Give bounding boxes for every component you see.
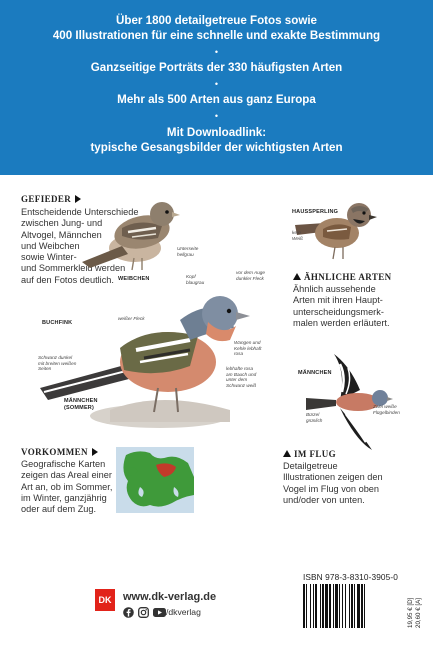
text-line: Detailgetreue: [283, 461, 338, 471]
note-line: am Bauch und: [226, 371, 257, 377]
barcode-bar: [361, 584, 363, 628]
species-label: BUCHFINK: [42, 320, 73, 326]
note-line: kein: [292, 230, 301, 235]
barcode-bar: [335, 584, 338, 628]
note-line: Flügelbinden: [373, 409, 400, 415]
range-map: [116, 447, 194, 513]
flight-caption: MÄNNCHEN: [298, 370, 332, 376]
note-schulter: weißer Fleck: [118, 316, 145, 321]
aehnliche-text: [293, 284, 390, 329]
note-line: vor dem Auge: [236, 270, 266, 275]
note-line: mit breiten weißen: [38, 360, 77, 366]
barcode-bar: [306, 584, 307, 628]
text-line: zeigen das Areal einer: [21, 470, 112, 481]
note-line: Bürzel: [306, 412, 320, 417]
hero-line-5: Mit Downloadlink:: [166, 126, 267, 139]
note-buerzel: [306, 412, 322, 423]
text-line: und/oder von unten.: [283, 494, 365, 505]
hero-line-3: Ganzseitige Porträts der 330 häufigsten Arten: [90, 61, 343, 74]
barcode-bar: [303, 584, 305, 628]
note-line: dunkler Fleck: [236, 275, 264, 281]
isbn-block: [303, 572, 421, 628]
barcode-bar: [329, 584, 331, 628]
note-fluegel: [373, 404, 400, 415]
barcode-bar: [342, 584, 343, 628]
hero-bullet: •: [214, 111, 219, 121]
barcode-bar: [351, 584, 353, 628]
vorkommen-text: [21, 459, 112, 515]
hero-line-2: 400 Illustrationen für eine schnelle und exakte Bestimmung: [52, 29, 381, 42]
barcode-bar: [357, 584, 360, 628]
hero-bullet: •: [214, 79, 219, 89]
note-line: Schwanz dunkel: [38, 355, 73, 360]
barcode-bar: [354, 584, 355, 628]
note-line: Wangen und: [234, 340, 261, 345]
hero-bullet: •: [214, 47, 219, 57]
barcode: [303, 584, 407, 628]
note-wangen: [234, 340, 261, 357]
hero-line-4: Mehr als 500 Arten aus ganz Europa: [117, 93, 316, 106]
triangle-right-icon: [92, 448, 98, 456]
note-line: blaugrau: [186, 279, 205, 285]
note-line: Schwanz weiß: [226, 382, 257, 388]
youtube-icon[interactable]: [153, 607, 166, 618]
note-line: Kopf: [186, 274, 196, 279]
sparrow-note: [292, 230, 303, 241]
text-line: sowie Winter-: [21, 252, 77, 263]
barcode-bar: [349, 584, 350, 628]
hero-line-1: Über 1800 detailgetreue Fotos sowie: [115, 14, 318, 27]
barcode-bar: [315, 584, 317, 628]
barcode-bar: [364, 584, 365, 628]
female-caption: WEIBCHEN: [118, 276, 150, 282]
barcode-bar: [339, 584, 340, 628]
text-line: Arten mit ihren Haupt-: [293, 295, 383, 306]
barcode-bar: [320, 584, 321, 628]
sparrow-caption: HAUSSPERLING: [292, 209, 339, 215]
female-chaffinch-image: [70, 188, 190, 278]
im-flug-text: [283, 461, 383, 506]
social-handle[interactable]: /dkverlag: [166, 607, 201, 617]
text-line: oder auf dem Zug.: [21, 504, 97, 515]
barcode-bar: [325, 584, 328, 628]
text-line: im Winter, ganzjährig: [21, 492, 107, 503]
text-line: und Sommerkleid werden: [21, 263, 126, 274]
hero-line-6: typische Gesangsbilder der wichtigsten Arten: [90, 141, 343, 154]
gefieder-title-text: GEFIEDER: [21, 194, 72, 204]
note-line: Weiß: [292, 235, 303, 241]
text-line: malen werden erläutert.: [293, 317, 390, 328]
facebook-icon[interactable]: [123, 607, 134, 618]
note-line: hellgrau: [177, 251, 194, 257]
barcode-bar: [345, 584, 346, 628]
note-line: Seiten: [38, 366, 52, 372]
text-line: Altvogel, Männchen: [21, 229, 102, 240]
isbn-text: ISBN 978-3-8310-3905-0: [303, 572, 398, 582]
text-line: und Weibchen: [21, 240, 80, 251]
note-line: grünlich: [306, 417, 323, 423]
female-note: [177, 246, 198, 257]
text-line: Vogel im Flug von oben: [283, 483, 380, 494]
hero-band: [0, 0, 433, 175]
aehnliche-title-text: ÄHNLICHE ARTEN: [304, 272, 392, 282]
note-line: Kehle lebhaft: [234, 345, 262, 351]
aehnliche-title: [293, 272, 392, 282]
text-line: auf den Fotos deutlich.: [21, 274, 114, 285]
vorkommen-title-text: VORKOMMEN: [21, 447, 88, 457]
note-schwanz: [38, 355, 76, 372]
vorkommen-title: [21, 447, 98, 457]
barcode-bar: [310, 584, 311, 628]
text-line: zwischen Jung- und: [21, 218, 103, 229]
male-caption: [64, 398, 98, 412]
text-line: Illustrationen zeigen den: [283, 472, 383, 483]
text-line: Ähnlich aussehende: [293, 284, 376, 294]
caption-line: MÄNNCHEN: [64, 398, 98, 404]
note-line: unter dem: [226, 377, 248, 383]
dk-logo: [95, 589, 115, 611]
price-at: 20,60 € [A]: [415, 598, 422, 628]
text-line: Art an, ob im Sommer,: [21, 481, 113, 492]
note-line: Zwei weiße: [373, 404, 397, 409]
caption-line: (SOMMER): [64, 405, 95, 411]
im-flug-title-text: IM FLUG: [294, 449, 337, 459]
flying-chaffinch-image: [300, 352, 415, 452]
instagram-icon[interactable]: [138, 607, 149, 618]
price-de: 19,95 € [D]: [407, 597, 414, 628]
triangle-up-icon: [283, 450, 291, 457]
note-line: rosa: [234, 351, 244, 357]
text-line: Entscheidende Unterschiede: [21, 207, 139, 217]
note-auge: [236, 270, 265, 281]
dk-logo-text: DK: [98, 595, 112, 605]
publisher-url[interactable]: www.dk-verlag.de: [123, 591, 217, 603]
triangle-up-icon: [293, 273, 301, 280]
text-line: unterscheidungsmerk-: [293, 306, 384, 317]
barcode-bar: [322, 584, 324, 628]
text-line: Geografische Karten: [21, 459, 106, 469]
barcode-bar: [333, 584, 334, 628]
note-line: lebhafte rosa: [226, 366, 254, 371]
barcode-bar: [313, 584, 314, 628]
note-line: Unterseite: [177, 246, 199, 251]
note-bauch: [226, 366, 256, 388]
im-flug-title: [283, 449, 336, 459]
note-kopf: [186, 274, 204, 285]
